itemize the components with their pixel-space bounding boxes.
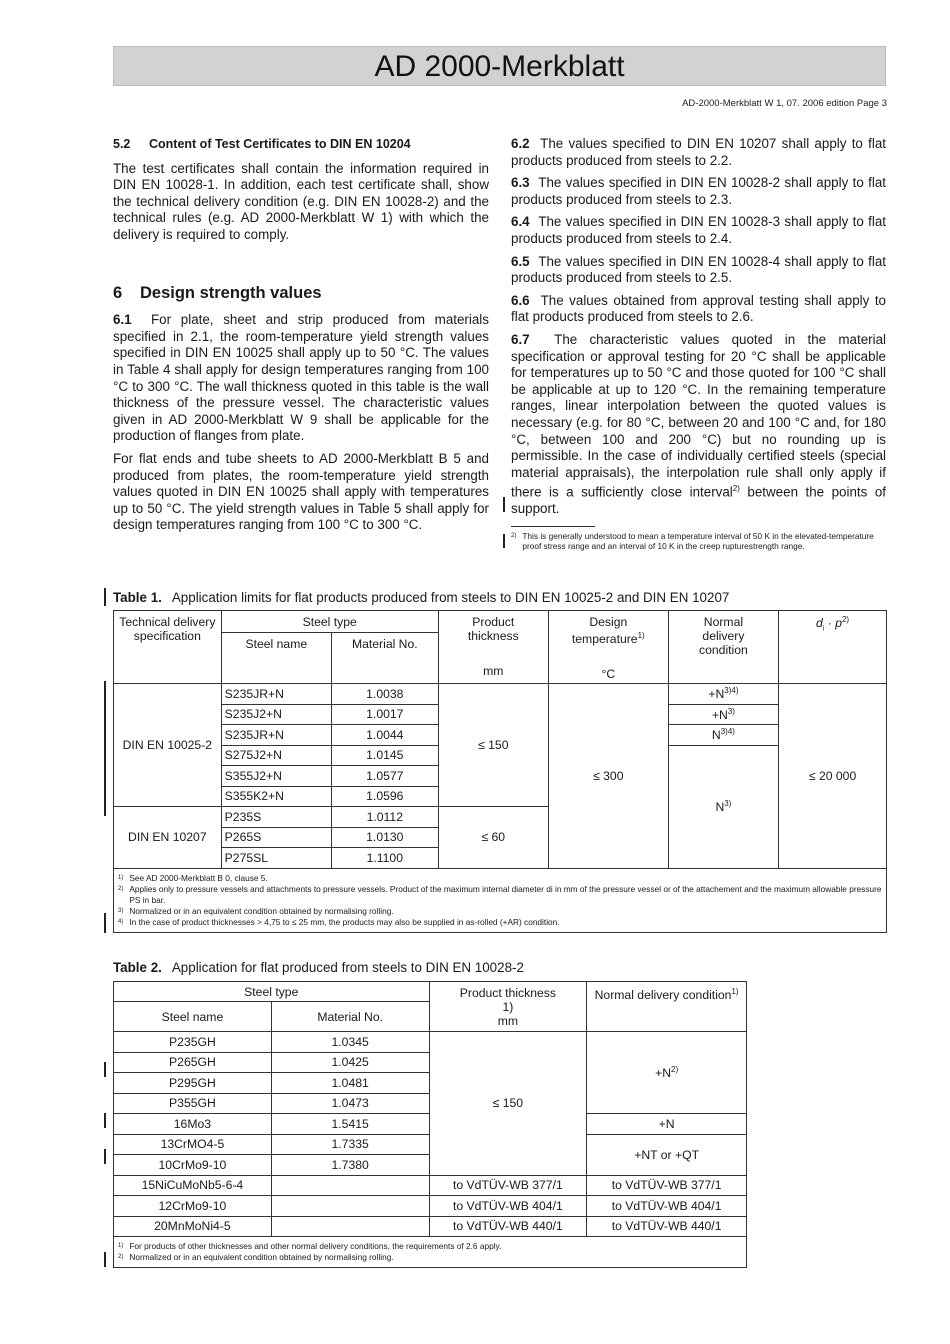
left-column [113,136,489,540]
table1-header-material-no: Material No. [331,633,438,684]
table-cell: to VdTÜV-WB 440/1 [429,1216,587,1237]
table-cell: $N^{3)}$ [668,745,778,868]
section-5-2-text: The test certificates shall contain the information required in DIN EN 10028-1. In addition, each test certificate shall, show the technical delivery condition (e.g. DIN EN 10028-2) and the technical rules (e.g. AD 2000-Merkblatt W 1) with which the delivery is required to comply. [113,160,489,242]
table1-header-steel-type: Steel type [221,611,438,633]
table-cell: S355K2+N [221,786,331,807]
table2-footnote: 1) For products of other thicknesses and other normal delivery conditions, the requirements of 2.6 apply. [118,1241,502,1251]
table-cell: +NT or +QT [587,1134,747,1175]
table1-header-steel-name: Steel name [221,633,331,684]
table-cell: 12CrMo9-10 [114,1196,272,1217]
table2-header-material-no: Material No. [271,1002,429,1032]
table1-footnote: 2) Applies only to pressure vessels and attachments to pressure vessels. Product of the maximum internal diameter di in mm of the pressure vessel or of the attachement and the maximum allowable pressure PS in bar. [118,883,882,905]
table-cell: to VdTÜV-WB 404/1 [587,1196,747,1217]
table-cell: 1.0130 [331,827,438,848]
table-cell: to VdTÜV-WB 404/1 [429,1196,587,1217]
table1-spec-din-en-10025-2: DIN EN 10025-2 [114,684,222,807]
table2-footnotes [114,1237,747,1268]
right-column [511,136,886,551]
table-cell: 1.0596 [331,786,438,807]
table-cell: P235GH [114,1032,272,1053]
table1-spec-din-en-10207: DIN EN 10207 [114,807,222,869]
table-cell [271,1216,429,1237]
footnote-2: 2) This is generally understood to mean a temperature interval of 50 K in the elevated-temperature proof stress range and an interval of 10 K in the creep rupturestrength range. [511,530,874,551]
table-cell: 1.7380 [271,1155,429,1176]
table-cell: +N [587,1114,747,1135]
change-bar [104,913,106,933]
table-cell: 1.0473 [271,1093,429,1114]
table-cell: 1.0044 [331,725,438,746]
running-head: AD-2000-Merkblatt W 1, 07. 2006 edition Page 3 [682,98,887,109]
paragraph-6-4: 6.4 The values specified in DIN EN 10028-3 shall apply to flat products produced from steels to 2.4. [511,214,886,246]
table-cell: 1.1100 [331,848,438,869]
table-cell: P275SL [221,848,331,869]
table-cell: 1.5415 [271,1114,429,1135]
table-cell: S235JR+N [221,725,331,746]
table-2 [113,981,747,1268]
table-cell [271,1175,429,1196]
table1-header-tech-spec: Technical delivery specification [114,611,222,684]
table1-header-thickness: Product thickness mm [438,611,548,684]
table1-thickness-60: ≤ 60 [438,807,548,869]
paragraph-6-1: 6.1 For plate, sheet and strip produced from materials specified in 2.1, the room-temperature yield strength values specified in DIN EN 10025 shall apply up to 50 °C. The values in Table 4 shall apply for design temperatures ranging from 100 °C to 300 °C. The wall thickness quoted in this table is the wall thickness of the pressure vessel. The characteristic values given in AD 2000-Merkblatt W 9 shall be applicable for the production of flanges from plate. [113,312,489,444]
table2-caption: Table 2. Application for flat produced from steels to DIN EN 10028-2 [113,960,524,975]
table-cell: S235J2+N [221,704,331,725]
table-cell: 1.0038 [331,684,438,705]
table1-thickness-150: ≤ 150 [438,684,548,807]
table-cell: P235S [221,807,331,828]
table-cell: 1.0577 [331,766,438,787]
table1-temp-300: ≤ 300 [548,684,668,869]
table-cell: S275J2+N [221,745,331,766]
table2-header-thickness: Product thickness 1) mm [429,982,587,1032]
table-cell: $+N^{3)}$ [668,704,778,725]
footnote-rule [511,526,595,527]
table-cell: $+N^{3)4)}$ [668,684,778,705]
table-cell: 15NiCuMoNb5-6-4 [114,1175,272,1196]
table-cell: S355J2+N [221,766,331,787]
change-bar [503,497,505,512]
page-header-title: AD 2000-Merkblatt [113,46,886,86]
table-cell: 13CrMO4-5 [114,1134,272,1155]
paragraph-6-1-flat-ends: For flat ends and tube sheets to AD 2000-Merkblatt B 5 and produced from plates, the room-temperature yield strength values quoted in DIN EN 10025 shall apply with temperatures up to 50 °C. The yield strength values in Table 5 shall apply for design temperatures ranging from 100 °C to 300 °C. [113,450,489,533]
table-cell: 1.0145 [331,745,438,766]
table-cell: 1.0017 [331,704,438,725]
table-cell: S235JR+N [221,684,331,705]
table2-header-delivery: Normal delivery condition$^{1)}$ [587,982,747,1032]
change-bar [104,1062,106,1077]
table-cell: P295GH [114,1073,272,1094]
paragraph-6-6: 6.6 The values obtained from approval testing shall apply to flat products produced from steels to 2.6. [511,292,886,325]
table-cell: $+N^{2)}$ [587,1032,747,1114]
table1-footnote: 1) See AD 2000-Merkblatt B 0, clause 5. [118,872,268,883]
table1-footnote: 4) In the case of product thicknesses > 4,75 to ≤ 25 mm, the products may also be supplied in as-rolled (+AR) condition. [118,916,560,927]
table1-footnotes [114,868,887,932]
section-6-heading: 6 Design strength values [113,283,322,302]
paragraph-6-2: 6.2 The values specified to DIN EN 10207 shall apply to flat products produced from steels to 2.2. [511,136,886,168]
paragraph-6-7: 6.7 The characteristic values quoted in the material specification or approval testing for 20 °C shall be applicable for temperatures up to 50 °C and those quoted for 100 °C shall be applicable at up to 120 °C. In the remaining temperature ranges, linear interpolation between the quoted values is necessary (e.g. for 80 °C, between 20 and 100 °C and, for 180 °C, between 100 and 200 °C) but no rounding up is permissible. In the case of individually certified steels (special material appraisals), the interpolation rule shall only apply if there is a sufficiently close interval$^{2)}$ between the points of support. [511,331,886,517]
table2-header-steel-name: Steel name [114,1002,272,1032]
table-cell: 1.0345 [271,1032,429,1053]
table1-header-di-p: $d_i \cdot p^{2)}$ [779,611,887,684]
table1-header-design-temp: Design temperature$^{1)}$ °C [548,611,668,684]
table1-caption: Table 1. Application limits for flat products produced from steels to DIN EN 10025-2 and DIN EN 10207 [113,590,730,605]
change-bar [104,1252,106,1267]
change-bar [104,1113,106,1128]
table1-footnote: 3) Normalized or in an equivalent condition obtained by normalising rolling. [118,905,394,916]
table1-header-delivery: Normal delivery condition [668,611,778,684]
table-cell: 10CrMo9-10 [114,1155,272,1176]
table-cell: 1.0481 [271,1073,429,1094]
change-bar [104,1149,106,1164]
table2-thickness-150: ≤ 150 [429,1032,587,1176]
table-cell: P355GH [114,1093,272,1114]
table-cell [271,1196,429,1217]
table-cell: 1.7335 [271,1134,429,1155]
table2-header-steel-type: Steel type [114,982,430,1002]
table-cell: 16Mo3 [114,1114,272,1135]
table-cell: 1.0112 [331,807,438,828]
section-5-2-heading: 5.2 Content of Test Certificates to DIN EN 10204 [113,137,411,151]
change-bar [503,534,505,548]
table-1 [113,610,887,933]
paragraph-6-5: 6.5 The values specified in DIN EN 10028-4 shall apply to flat products produced from steels to 2.5. [511,253,886,286]
change-bar [104,588,106,606]
table-cell: 20MnMoNi4-5 [114,1216,272,1237]
table-cell: to VdTÜV-WB 377/1 [587,1175,747,1196]
table-cell: P265GH [114,1052,272,1073]
table-cell: $N^{3)4)}$ [668,725,778,746]
table1-dp-value: ≤ 20 000 [779,684,887,869]
table-cell: 1.0425 [271,1052,429,1073]
change-bar [104,681,106,816]
paragraph-6-3: 6.3 The values specified in DIN EN 10028-2 shall apply to flat products produced from steels to 2.3. [511,175,886,207]
table-cell: to VdTÜV-WB 440/1 [587,1216,747,1237]
table2-footnote: 2) Normalized or in an equivalent condition obtained by normalising rolling. [118,1252,394,1262]
table-cell: P265S [221,827,331,848]
table-cell: to VdTÜV-WB 377/1 [429,1175,587,1196]
